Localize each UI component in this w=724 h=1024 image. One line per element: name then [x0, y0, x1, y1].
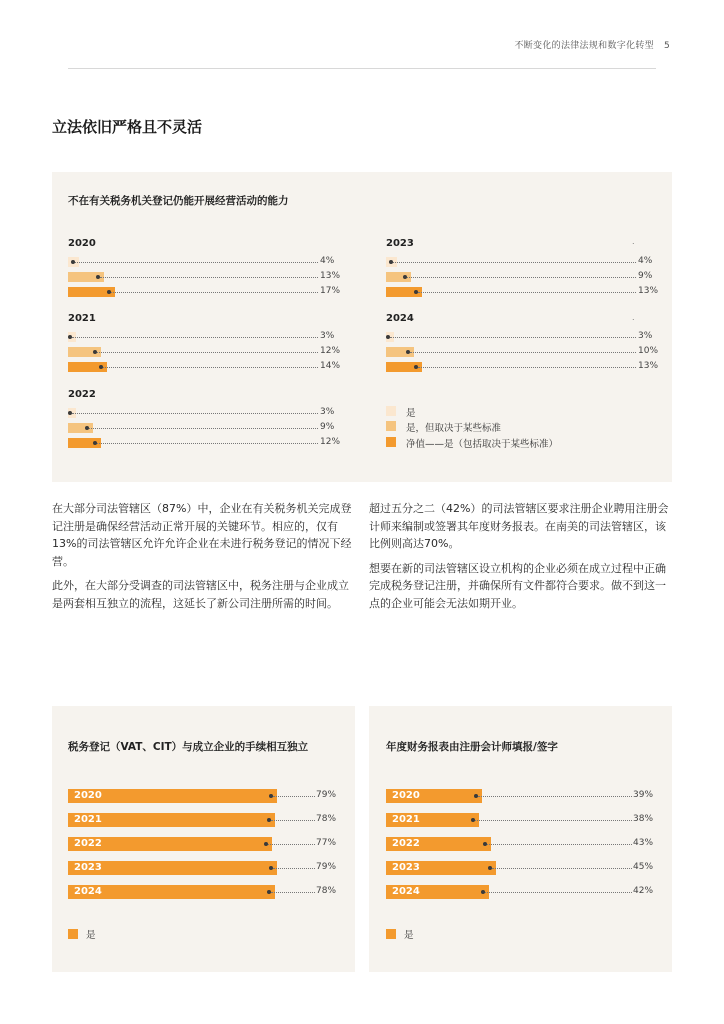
year-label: 2021	[68, 313, 96, 324]
leader-line	[478, 796, 632, 797]
chart-title: 不在有关税务机关登记仍能开展经营活动的能力	[68, 195, 289, 207]
year-label: 2021	[392, 814, 420, 825]
leader-line	[271, 892, 315, 893]
chart-bar	[68, 789, 277, 803]
leader-line	[410, 352, 637, 353]
body-paragraph: 想要在新的司法管辖区设立机构的企业必须在成立过程中正确完成税务登记注册，并确保所有文件都符合要求。做不到这一点的企业可能会无法如期开业。	[369, 561, 666, 610]
year-label: 2020	[68, 238, 96, 249]
leader-line	[485, 892, 632, 893]
leader-line	[72, 413, 318, 414]
page-number: 5	[663, 41, 670, 51]
leader-line	[407, 277, 636, 278]
chart-bar	[68, 813, 275, 827]
header-divider	[68, 68, 656, 69]
data-label: 13%	[638, 286, 659, 296]
leader-line	[273, 868, 315, 869]
year-label: 2024	[386, 313, 414, 324]
data-label: 78%	[316, 886, 337, 896]
body-paragraph: 此外，在大部分受调查的司法管辖区中，税务注册与企业成立是两套相互独立的流程，这延长了新公司注册所需的时间。	[52, 579, 349, 610]
leader-line	[418, 292, 636, 293]
leader-line	[271, 820, 315, 821]
leader-line	[273, 796, 315, 797]
leader-line	[97, 443, 318, 444]
data-label: 45%	[633, 862, 654, 872]
data-label: 9%	[320, 422, 335, 432]
leader-line	[418, 367, 636, 368]
year-label: 2023	[74, 862, 102, 873]
data-label: 78%	[316, 814, 337, 824]
chart-title: 年度财务报表由注册会计师填报/签字	[386, 741, 558, 753]
year-label: 2022	[74, 838, 102, 849]
year-label: 2024	[74, 886, 102, 897]
leader-line	[89, 428, 318, 429]
data-label: 13%	[320, 271, 341, 281]
body-left-column	[52, 500, 357, 619]
leader-line	[97, 352, 318, 353]
leader-line	[75, 262, 318, 263]
year-label: 2022	[68, 389, 96, 400]
data-label: 12%	[320, 346, 341, 356]
data-label: 79%	[316, 862, 337, 872]
running-header	[514, 38, 670, 51]
legend-label-yes: 是	[86, 930, 96, 941]
legend-swatch-conditional	[386, 421, 396, 431]
leader-line	[390, 337, 636, 338]
year-label: 2021	[74, 814, 102, 825]
data-label: 12%	[320, 437, 341, 447]
leader-line	[72, 337, 318, 338]
data-label: 4%	[638, 256, 653, 266]
legend-swatch-yes	[386, 929, 396, 939]
legend-label-yes: 是	[406, 408, 416, 419]
year-label: 2023	[392, 862, 420, 873]
leader-line	[111, 292, 318, 293]
data-label: 3%	[320, 407, 335, 417]
data-label: 10%	[638, 346, 659, 356]
leader-line	[393, 262, 636, 263]
data-label: 38%	[633, 814, 654, 824]
body-paragraph: 在大部分司法管辖区（87%）中，企业在有关税务机关完成登记注册是确保经营活动正常开展的关键环节。相应的，仅有13%的司法管辖区允许允许企业在未进行税务登记的情况下经营。	[52, 502, 352, 568]
chart-bar	[386, 813, 479, 827]
leader-line	[487, 844, 632, 845]
legend-swatch-net	[386, 437, 396, 447]
body-paragraph: 超过五分之二（42%）的司法管辖区要求注册企业聘用注册会计师来编制或签署其年度财务报表。在南美的司法管辖区，该比例则高达70%。	[369, 502, 669, 550]
data-label: 3%	[638, 331, 653, 341]
chart-bar	[386, 885, 489, 899]
year-label: 2022	[392, 838, 420, 849]
legend-label-net: 净值——是（包括取决于某些标准）	[406, 439, 559, 450]
leader-line	[492, 868, 632, 869]
running-title: 不断变化的法律法规和数字化转型	[514, 41, 654, 51]
chart-bar	[386, 861, 496, 875]
leader-line	[100, 277, 318, 278]
chart-bar	[68, 837, 272, 851]
year-label: 2020	[74, 790, 102, 801]
data-label: 3%	[320, 331, 335, 341]
data-label: 14%	[320, 361, 341, 371]
legend-swatch-yes	[68, 929, 78, 939]
data-label: 43%	[633, 838, 654, 848]
data-label: 77%	[316, 838, 337, 848]
chart-bar	[68, 861, 277, 875]
year-label: 2024	[392, 886, 420, 897]
data-label: 13%	[638, 361, 659, 371]
section-title: 立法依旧严格且不灵活	[52, 118, 203, 136]
data-label: 4%	[320, 256, 335, 266]
year-label: 2023	[386, 238, 414, 249]
chart-panel-registration	[52, 172, 672, 482]
body-right-column	[369, 500, 672, 619]
chart-annotation: .	[632, 313, 635, 322]
legend-label-conditional: 是，但取决于某些标准	[406, 423, 502, 434]
chart-title: 税务登记（VAT、CIT）与成立企业的手续相互独立	[68, 741, 309, 753]
leader-line	[475, 820, 632, 821]
data-label: 42%	[633, 886, 654, 896]
legend-label-yes: 是	[404, 930, 414, 941]
chart-bar	[386, 837, 491, 851]
data-label: 17%	[320, 286, 341, 296]
leader-line	[103, 367, 319, 368]
chart-bar	[386, 789, 482, 803]
leader-line	[268, 844, 315, 845]
chart-bar	[68, 885, 275, 899]
data-label: 79%	[316, 790, 337, 800]
year-label: 2020	[392, 790, 420, 801]
chart-annotation: .	[632, 237, 635, 246]
data-label: 9%	[638, 271, 653, 281]
data-label: 39%	[633, 790, 654, 800]
legend-swatch-yes	[386, 406, 396, 416]
